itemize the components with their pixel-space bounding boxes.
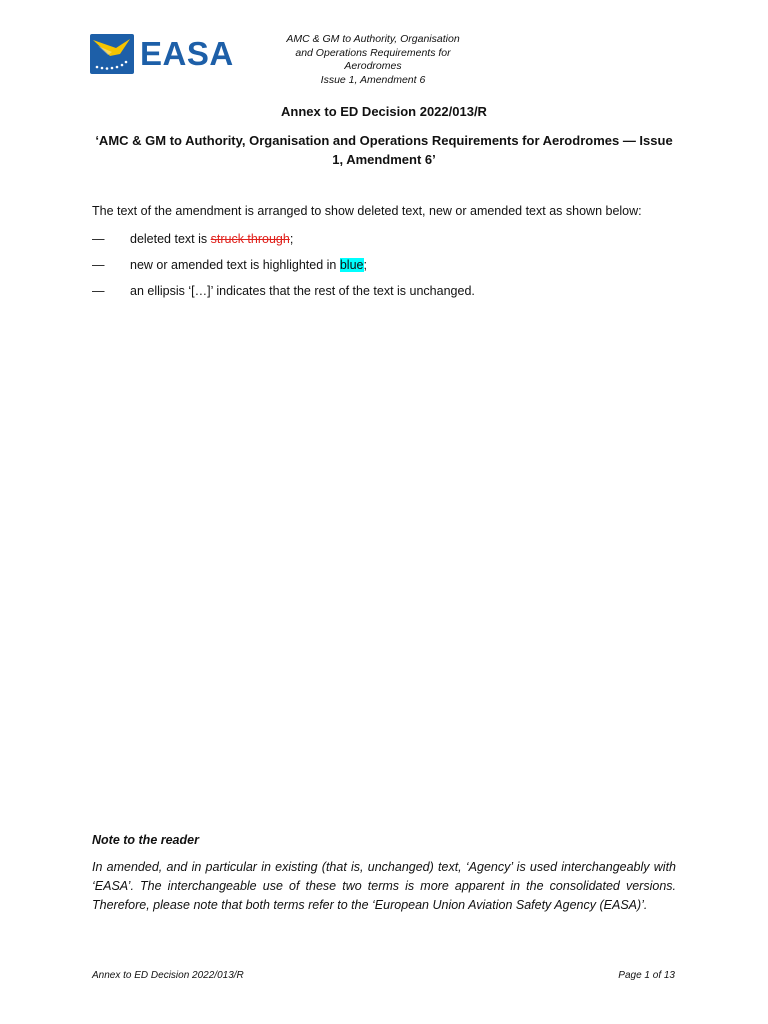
intro-paragraph: The text of the amendment is arranged to show deleted text, new or amended text as shown below:: [92, 204, 642, 218]
struck-through-example: struck through: [210, 232, 290, 246]
bullet-punctuation: ;: [289, 232, 294, 246]
note-heading: Note to the reader: [92, 833, 199, 847]
running-header: [262, 33, 484, 87]
bullet-dash: —: [92, 284, 105, 298]
easa-logo-icon: [90, 34, 134, 74]
highlight-example: blue: [339, 258, 364, 272]
bullet-new-text: [92, 258, 367, 272]
note-body: In amended, and in particular in existing (that is, unchanged) text, ‘Agency’ is used interchangeably with ‘EASA’. The interchangeable use of these two terms is more apparent in the consolidated versions. Therefore, please note that both terms refer to the ‘European Union Aviation Safety Agency (EASA)’.: [92, 860, 676, 912]
footer-document-ref: Annex to ED Decision 2022/013/R: [92, 970, 244, 981]
annex-title: Annex to ED Decision 2022/013/R: [281, 104, 487, 119]
running-header-line: Aerodromes: [344, 60, 402, 72]
running-header-line: AMC & GM to Authority, Organisation: [286, 33, 460, 45]
bullet-text: deleted text is: [130, 232, 211, 246]
bullet-text: an ellipsis ‘[…]’ indicates that the rest of the text is unchanged.: [130, 284, 475, 298]
running-header-line: and Operations Requirements for: [295, 46, 451, 59]
easa-logo-text: EASA: [140, 35, 234, 72]
bullet-punctuation: ;: [363, 258, 367, 272]
easa-logo: [90, 34, 234, 74]
document-title: ‘AMC & GM to Authority, Organisation and Operations Requirements for Aerodromes — Issue 1, Amendment 6’: [95, 133, 673, 167]
running-header-line: Issue 1, Amendment 6: [320, 73, 426, 86]
bullet-dash: —: [92, 232, 105, 246]
bullet-text: new or amended text is highlighted in: [130, 258, 340, 272]
bullet-ellipsis: [92, 284, 475, 298]
bullet-dash: —: [92, 258, 105, 272]
footer-page-number: Page 1 of 13: [618, 970, 675, 981]
bullet-deleted-text: [92, 232, 293, 246]
